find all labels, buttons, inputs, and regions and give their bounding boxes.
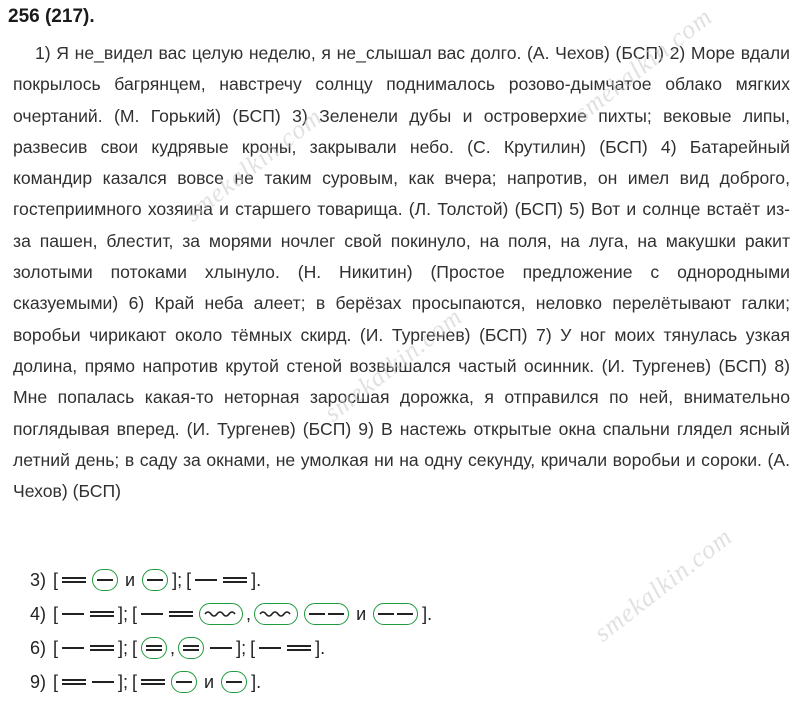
- bracket-open: [: [132, 603, 138, 624]
- subject-mark: [210, 647, 232, 649]
- bracket-close: ].: [422, 603, 433, 624]
- watermark: smekalkin.com: [588, 521, 738, 648]
- bracket-close: ].: [315, 637, 326, 658]
- scheme-row: [30, 597, 530, 631]
- scheme-number: 4): [30, 603, 47, 624]
- comma: ,: [170, 637, 176, 658]
- predicate-mark: [287, 645, 311, 651]
- watermark: smekalkin.com: [318, 301, 468, 428]
- comma: ,: [246, 603, 252, 624]
- bracket-close: ];: [118, 603, 129, 624]
- predicate-mark: [62, 679, 86, 685]
- subject-mark: [92, 681, 114, 683]
- bracket-open: [: [53, 671, 59, 692]
- subject-mark: [62, 613, 84, 615]
- bracket-close: ];: [118, 671, 129, 692]
- homogeneous-subject-oval: [142, 569, 168, 591]
- bracket-open: [: [53, 637, 59, 658]
- bracket-open: [: [250, 637, 256, 658]
- homogeneous-subject-oval: [92, 569, 118, 591]
- homogeneous-object-oval: [304, 603, 349, 625]
- predicate-mark: [223, 577, 247, 583]
- exercise-number: 256 (217).: [8, 6, 95, 27]
- predicate-mark: [90, 645, 114, 651]
- bracket-close: ];: [172, 569, 183, 590]
- bracket-open: [: [53, 569, 59, 590]
- scheme-row: [30, 631, 530, 665]
- bracket-close: ].: [251, 569, 262, 590]
- homogeneous-subject-oval: [171, 671, 197, 693]
- watermark: smekalkin.com: [568, 1, 718, 128]
- homogeneous-predicate-oval: [178, 637, 204, 659]
- sentence-schemes: [30, 563, 530, 699]
- predicate-mark: [141, 679, 165, 685]
- conjunction: и: [125, 569, 136, 590]
- bracket-open: [: [186, 569, 192, 590]
- scheme-row: [30, 563, 530, 597]
- predicate-mark: [169, 611, 193, 617]
- bracket-close: ].: [251, 671, 262, 692]
- scheme-number: 9): [30, 671, 47, 692]
- scheme-number: 6): [30, 637, 47, 658]
- exercise-text: 1) Я не_видел вас целую неделю, я не_слышал вас долго. (А. Чехов) (БСП) 2) Море вдали покрылось багрянцем, навстречу солнцу поднималось розово-дымчатое облако мягких очертаний. (М. Горький) (БСП) 3) Зеленели дубы и островерхие пихты; вековые липы, развесив свои кудрявые кроны, закрывали небо. (С. Крутилин) (БСП) 4) Батарейный командир казался вовсе не таким суровым, как вчера; напротив, он имел вид доброго, гостеприимного хозяина и старшего товарища. (Л. Толстой) (БСП) 5) Вот и солнце встаёт из-за пашен, блестит, за морями ночлег свой покинуло, на поля, на луга, на макушки ракит золотыми потоками хлынуло. (Н. Никитин) (Простое предложение с однородными сказуемыми) 6) Край неба алеет; в берёзах просыпаются, неловко перелётывают галки; воробьи чирикают около тёмных скирд. (И. Тургенев) (БСП) 7) У ног моих тянулась узкая долина, прямо напротив крутой стеной возвышался частый осинник. (И. Тургенев) (БСП) 8) Мне попалась какая-то неторная заросшая дорожка, я отправился по ней, внимательно поглядывая вперед. (И. Тургенев) (БСП) 9) В настежь открытые окна спальни глядел ясный летний день; в саду за окнами, не умолкая ни на одну секунду, кричали воробьи и сороки. (А. Чехов) (БСП): [13, 43, 790, 502]
- subject-mark: [259, 647, 281, 649]
- homogeneous-subject-oval: [221, 671, 247, 693]
- subject-mark: [62, 647, 84, 649]
- conjunction: и: [356, 603, 367, 624]
- bracket-open: [: [132, 671, 138, 692]
- bracket-open: [: [132, 637, 138, 658]
- predicate-mark: [90, 611, 114, 617]
- predicate-mark: [62, 577, 86, 583]
- conjunction: и: [204, 671, 215, 692]
- bracket-close: ];: [118, 637, 129, 658]
- subject-mark: [141, 613, 163, 615]
- homogeneous-attribute-oval: [254, 603, 298, 625]
- bracket-open: [: [53, 603, 59, 624]
- homogeneous-attribute-oval: [199, 603, 243, 625]
- homogeneous-predicate-oval: [141, 637, 167, 659]
- subject-mark: [195, 579, 217, 581]
- bracket-close: ];: [236, 637, 247, 658]
- watermark: smekalkin.com: [178, 101, 328, 228]
- scheme-row: [30, 665, 530, 699]
- homogeneous-object-oval: [373, 603, 418, 625]
- scheme-number: 3): [30, 569, 47, 590]
